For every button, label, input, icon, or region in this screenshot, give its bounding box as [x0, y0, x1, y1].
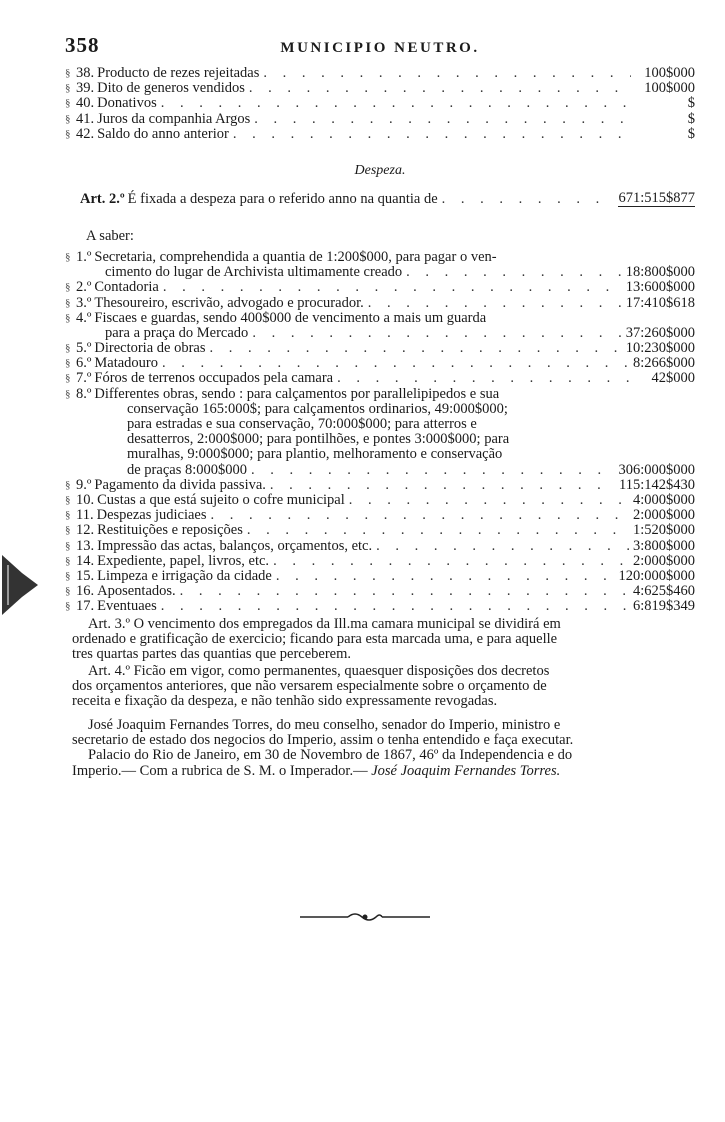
running-title: MUNICIPIO NEUTRO. — [280, 40, 480, 56]
receita-row: § 42. Saldo do anno anterior . . . $ — [65, 127, 695, 142]
list-item: § 13. Impressão das actas, balanços, orçamentos, etc. . . . 3:800$000 — [65, 539, 695, 554]
margin-mark — [0, 555, 40, 615]
list-item-cont: de praças 8:000$000 . . . 306:000$000 — [65, 463, 695, 478]
list-item-cont: muralhas, 9:000$000; para plantio, melhoramento e conservação — [127, 446, 503, 463]
art2-amount: 671:515$877 — [618, 189, 695, 206]
section-title: Despeza. — [354, 163, 406, 178]
list-item: § 17. Eventuaes . . . 6:819$349 — [65, 599, 695, 614]
list-item: § 4.º Fiscaes e guardas, sendo 400$000 de vencimento a mais um guarda — [65, 309, 487, 326]
a-saber-label: A saber: — [86, 228, 134, 244]
list-item: § 3.º Thesoureiro, escrivão, advogado e procurador. . . . 17:410$618 — [65, 296, 695, 311]
list-item: § 8.º Differentes obras, sendo : para calçamentos por parallelipipedos e sua — [65, 385, 500, 402]
list-item: § 6.º Matadouro . . . 8:266$000 — [65, 356, 695, 371]
list-item: § 12. Restituições e reposições . . . 1:520$000 — [65, 523, 695, 538]
list-item: § 14. Expediente, papel, livros, etc. . . . 2:000$000 — [65, 554, 695, 569]
list-item-cont: cimento do lugar de Archivista ultimamente creado . . . 18:800$000 — [65, 265, 695, 280]
list-item: § 1.º Secretaria, comprehendida a quantia de 1:200$000, para pagar o ven- — [65, 248, 497, 265]
signature-name: José Joaquim Fernandes Torres. — [371, 762, 561, 779]
art3-paragraph: Art. 3.º O vencimento dos empregados da Ill.ma camara municipal se dividirá em ordenado e gratificação de exercicio; ficando para esta marcada uma, e para aquelle tres quartas partes das quantias que perceberem. — [72, 616, 561, 663]
art2-label: Art. 2.º — [80, 190, 125, 207]
ornamental-rule — [300, 910, 430, 924]
list-item: § 10. Custas a que está sujeito o cofre municipal . . . 4:000$000 — [65, 493, 695, 508]
page-number: 358 — [65, 33, 100, 57]
list-item-cont: conservação 165:000$; para calçamentos ordinarios, 49:000$000; — [127, 400, 508, 417]
list-item: § 9.º Pagamento da divida passiva. . . . 115:142$430 — [65, 478, 695, 493]
list-item: § 7.º Fóros de terrenos occupados pela camara . . . 42$000 — [65, 372, 695, 387]
receita-row: § 38. Producto de rezes rejeitadas . . . 100$000 — [65, 66, 695, 81]
art2-text: É fixada a despeza para o referido anno na quantia de — [127, 190, 438, 207]
list-item: § 16. Aposentados. . . . 4:625$460 — [65, 584, 695, 599]
list-item-cont: para estradas e sua conservação, 70:000$000; para atterros e — [127, 416, 477, 433]
receita-row: § 40. Donativos . . . $ — [65, 96, 695, 111]
list-item: § 5.º Directoria de obras . . . 10:230$000 — [65, 341, 695, 356]
receita-row: § 41. Juros da companhia Argos . . . $ — [65, 112, 695, 127]
receita-list — [65, 66, 695, 142]
list-item-cont: desatterros, 2:000$000; para pontilhões, e pontes 3:000$000; para — [127, 431, 510, 448]
list-item: § 15. Limpeza e irrigação da cidade . . . 120:000$000 — [65, 569, 695, 584]
art2-row — [80, 189, 695, 207]
list-item: § 2.º Contadoria . . . 13:600$000 — [65, 280, 695, 295]
list-item-cont: para a praça do Mercado . . . 37:260$000 — [65, 326, 695, 341]
page-header — [65, 33, 695, 60]
receita-row: § 39. Dito de generos vendidos . . . 100$000 — [65, 81, 695, 96]
art4-paragraph: Art. 4.º Ficão em vigor, como permanentes, quaesquer disposições dos decretos dos orçamentos anteriores, que não versarem especialmente sobre o orçamento de receita e fixação da despeza, e não tenhão sido expressamente revogadas. — [72, 663, 550, 710]
despeza-list — [65, 250, 695, 615]
closing-paragraph: José Joaquim Fernandes Torres, do meu conselho, senador do Imperio, ministro e secretario de estado dos negocios do Imperio, assim o tenha entendido e faça executar. Palacio do Rio de Janeiro, em 30 de Novembro de 1867, 46º da Independencia e do Imperio.— Com a rubrica de S. M. o Imperador.— José Joaquim Fernandes Torres. — [72, 717, 574, 779]
list-item: § 11. Despezas judiciaes . . . 2:000$000 — [65, 508, 695, 523]
